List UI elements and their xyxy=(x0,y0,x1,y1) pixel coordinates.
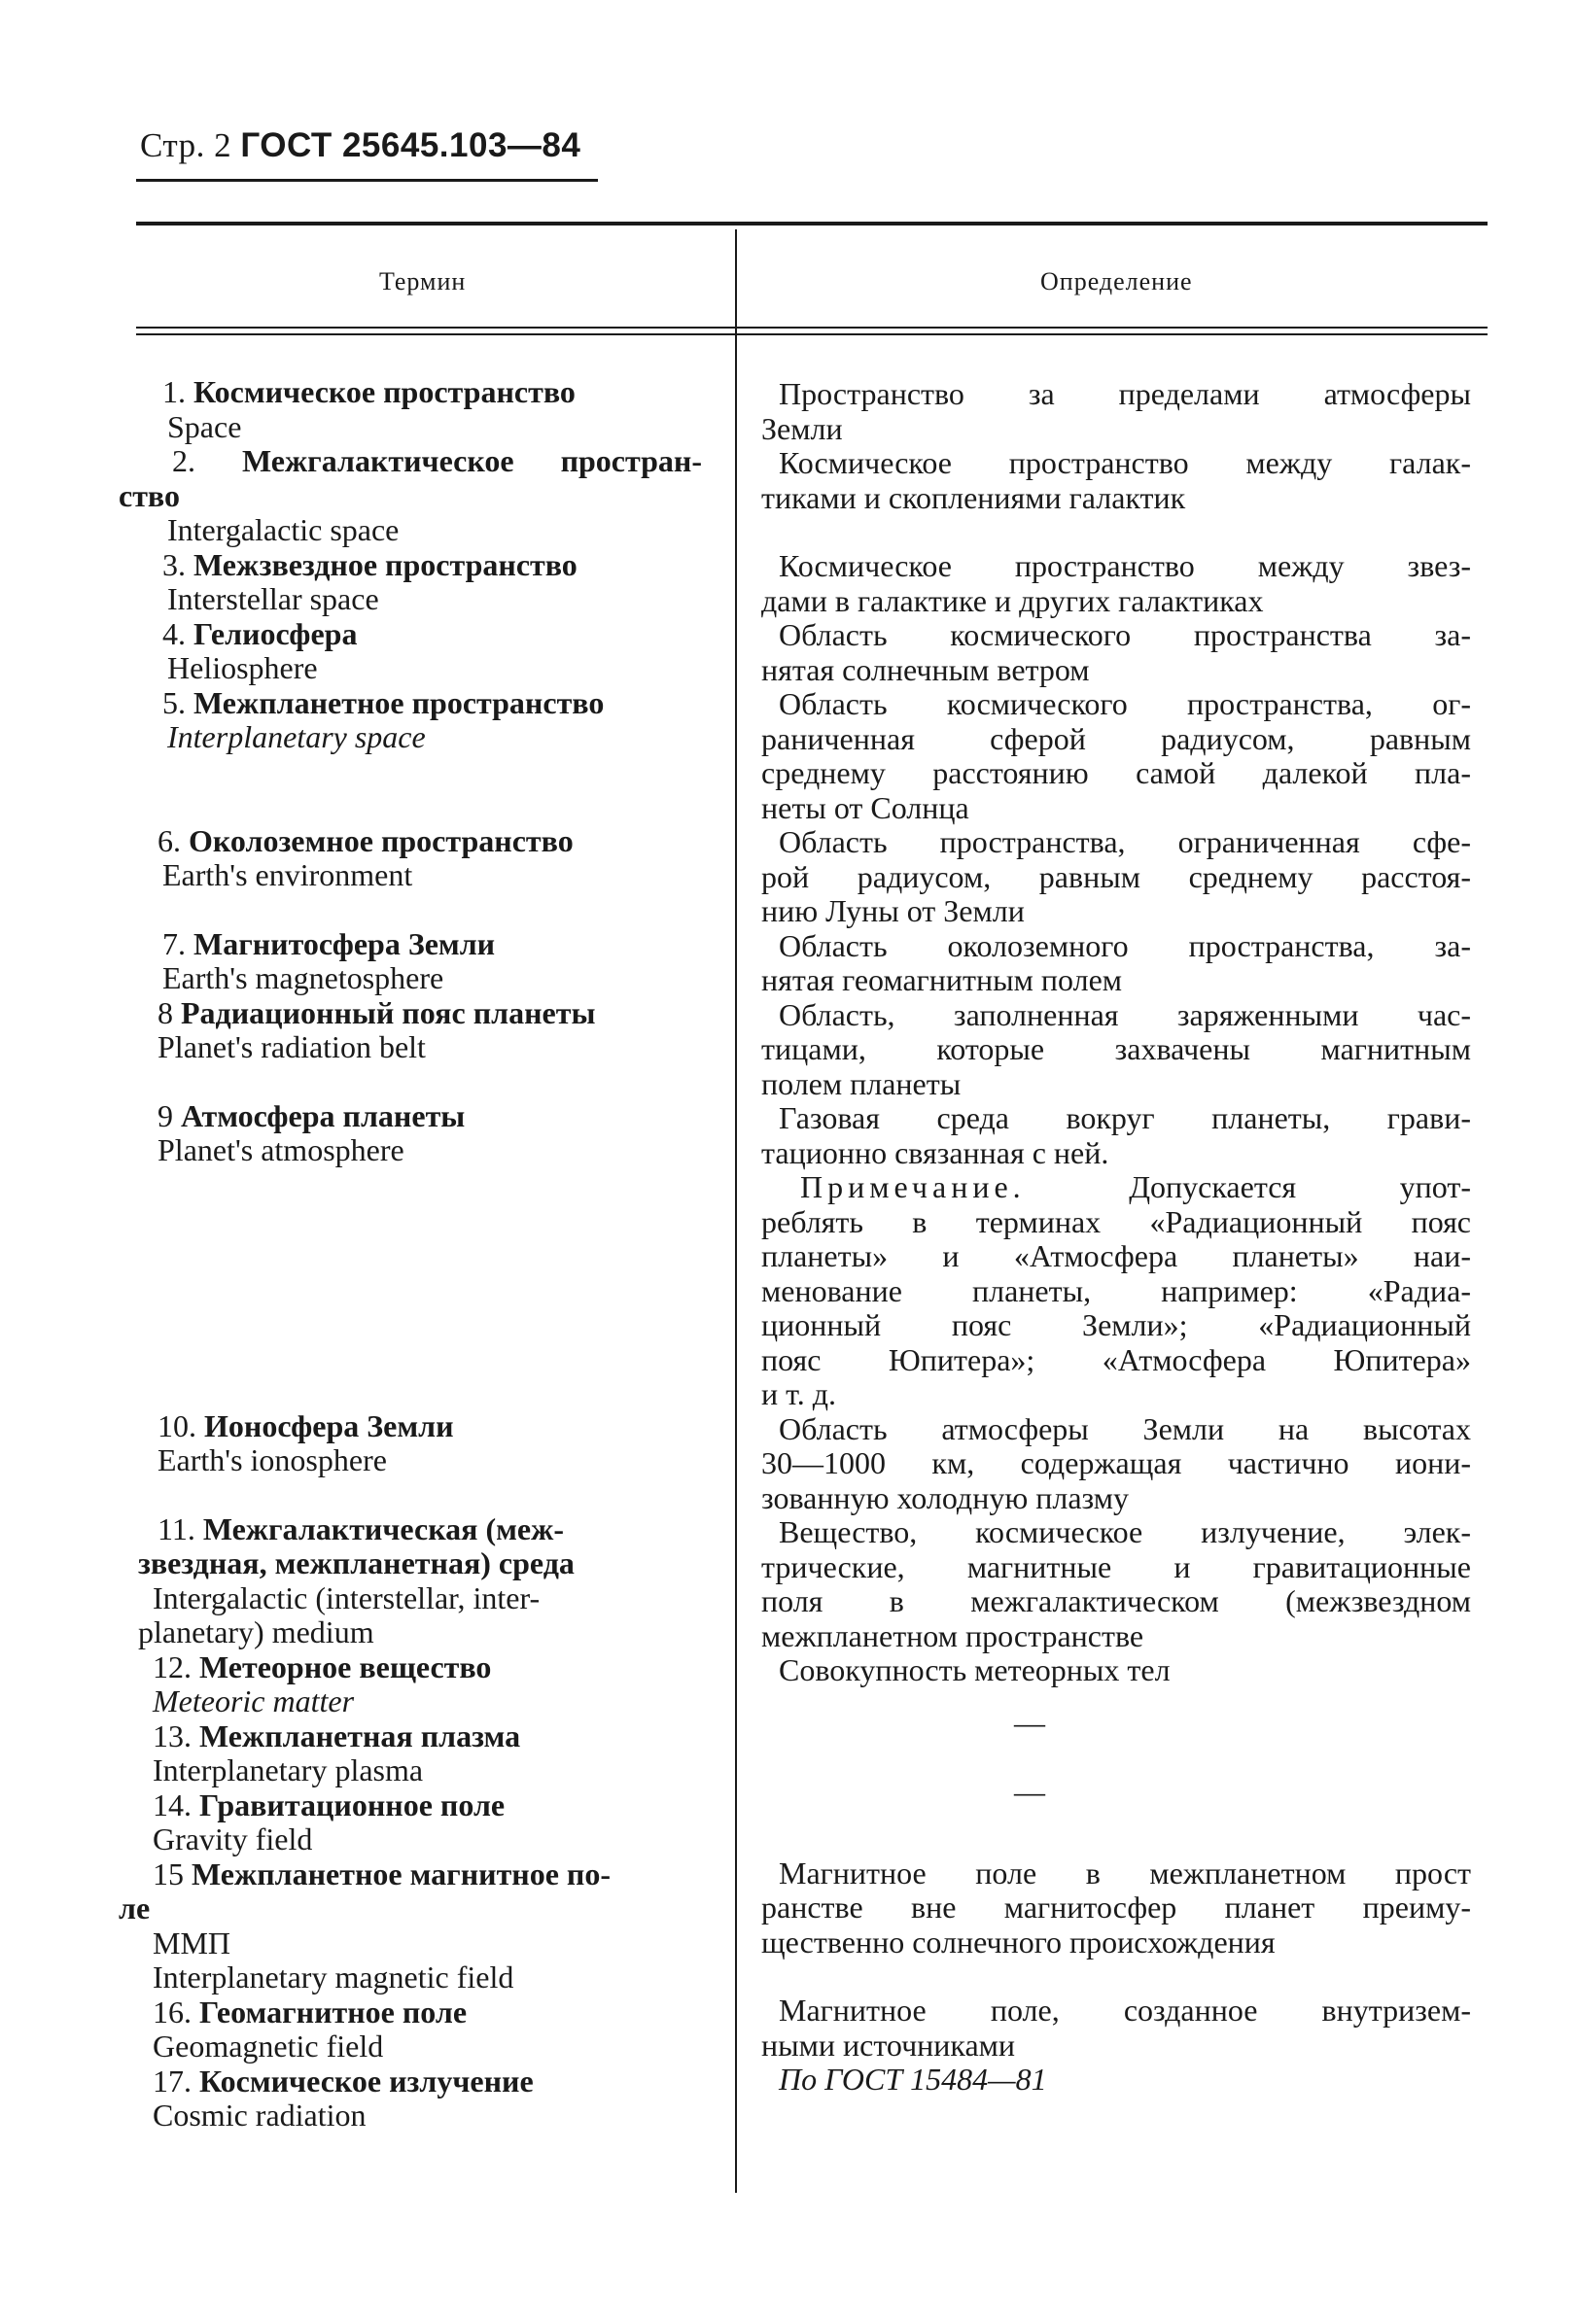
def-5-l2: раниченная сферой радиусом, равным xyxy=(761,720,1471,756)
term-7: 7. Магнитосфера Земли xyxy=(162,925,496,961)
term-14: 14. Гравитационное поле xyxy=(153,1786,506,1822)
def-1: Пространство за пределами атмосферы xyxy=(779,376,1471,411)
term-5-en: Interplanetary space xyxy=(167,719,426,754)
term-17: 17. Космическое излучение xyxy=(153,2063,534,2099)
table-head-rule-2 xyxy=(136,333,1488,335)
term-17-en: Cosmic radiation xyxy=(153,2098,367,2133)
column-header-term: Термин xyxy=(379,267,467,295)
term-4: 4. Гелиосфера xyxy=(162,615,358,651)
def-10-l3: зованную холодную плазму xyxy=(761,1479,1129,1515)
term-1-en: Space xyxy=(167,408,242,444)
term-12: 12. Метеорное вещество xyxy=(153,1648,492,1684)
def-15: Магнитное поле в межпланетном прост xyxy=(779,1855,1471,1890)
note-line-6: пояс Юпитера»; «Атмосфера Юпитера» xyxy=(761,1341,1471,1377)
term-15-en: Interplanetary magnetic field xyxy=(153,1960,514,1994)
term-12-en: Meteoric matter xyxy=(153,1683,355,1718)
column-divider xyxy=(735,229,737,2193)
term-11-en: Intergalactic (interstellar, inter- xyxy=(153,1579,541,1615)
def-15-l3: щественно солнечного происхождения xyxy=(761,1924,1276,1960)
term-6-en: Earth's environment xyxy=(162,857,413,892)
def-6: Область пространства, ограниченная сфе- xyxy=(779,824,1471,859)
term-1: 1. Космическое пространство xyxy=(162,374,576,409)
term-2-cont: ство xyxy=(119,477,180,513)
def-11-l3: поля в межгалактическом (межзвездном xyxy=(761,1583,1471,1618)
term-11: 11. Межгалактическая (меж- xyxy=(158,1510,564,1546)
standard-number: ГОСТ 25645.103—84 xyxy=(240,126,581,164)
def-6-l3: нию Луны от Земли xyxy=(761,893,1025,928)
page-number-label: Стр. 2 xyxy=(140,126,232,164)
def-2: Космическое пространство между галак- xyxy=(779,445,1471,480)
def-1-cont: Земли xyxy=(761,410,843,446)
def-9: Газовая среда вокруг планеты, грави- xyxy=(779,1100,1471,1135)
def-14-dash: — xyxy=(1014,1774,1045,1809)
header-underline xyxy=(136,179,598,182)
term-15-abbr: ММП xyxy=(153,1925,231,1960)
def-16: Магнитное поле, созданное внутризем- xyxy=(779,1993,1471,2028)
def-5-l3: среднему расстоянию самой далекой пла- xyxy=(761,755,1471,790)
def-13-dash: — xyxy=(1014,1704,1045,1740)
def-5-l4: неты от Солнца xyxy=(761,789,969,825)
note-line-7: и т. д. xyxy=(761,1376,836,1411)
note-line-2: реблять в терминах «Радиационный пояс xyxy=(761,1203,1471,1239)
def-3: Космическое пространство между звез- xyxy=(779,548,1471,583)
def-8-l3: полем планеты xyxy=(761,1065,962,1101)
term-2-en: Intergalactic space xyxy=(167,512,400,547)
def-10: Область атмосферы Земли на высотах xyxy=(779,1410,1471,1446)
term-9: 9 Атмосфера планеты xyxy=(158,1097,466,1133)
def-8: Область, заполненная заряженными час- xyxy=(779,996,1471,1032)
term-13-en: Interplanetary plasma xyxy=(153,1752,424,1787)
def-5: Область космического пространства, ог- xyxy=(779,686,1471,721)
term-16-en: Geomagnetic field xyxy=(153,2029,384,2064)
def-10-l2: 30—1000 км, содержащая частично иони- xyxy=(761,1445,1471,1480)
def-11-l2: трические, магнитные и гравитационные xyxy=(761,1548,1471,1584)
note-line-1: Примечание. Допускается упот- xyxy=(800,1169,1471,1204)
def-8-l2: тицами, которые захвачены магнитным xyxy=(761,1031,1471,1066)
def-7-cont: нятая геомагнитным полем xyxy=(761,962,1123,997)
term-16: 16. Геомагнитное поле xyxy=(153,1994,468,2029)
term-2: 2. Межгалактическое простран- xyxy=(172,443,703,478)
table-top-rule xyxy=(136,222,1488,225)
term-10: 10. Ионосфера Земли xyxy=(158,1407,454,1443)
term-15-cont: ле xyxy=(119,1890,151,1925)
note-line-5: ционный пояс Земли»; «Радиационный xyxy=(761,1307,1471,1342)
def-16-cont: ными источниками xyxy=(761,2027,1016,2063)
note-line-3: планеты» и «Атмосфера планеты» наи- xyxy=(761,1238,1471,1273)
def-4-cont: нятая солнечным ветром xyxy=(761,651,1090,687)
def-17: По ГОСТ 15484—81 xyxy=(779,2062,1047,2097)
term-14-en: Gravity field xyxy=(153,1821,313,1856)
term-11-cont: звездная, межпланетная) среда xyxy=(138,1545,575,1580)
term-8: 8 Радиационный пояс планеты xyxy=(158,994,596,1030)
term-13: 13. Межпланетная плазма xyxy=(153,1717,521,1753)
def-3-cont: дами в галактике и других галактиках xyxy=(761,582,1264,618)
term-10-en: Earth's ionosphere xyxy=(158,1442,387,1477)
term-3: 3. Межзвездное пространство xyxy=(162,546,578,582)
term-5: 5. Межпланетное пространство xyxy=(162,684,605,720)
def-15-l2: ранстве вне магнитосфер планет преиму- xyxy=(761,1890,1471,1925)
page-header xyxy=(140,126,580,165)
def-11: Вещество, космическое излучение, элек- xyxy=(779,1514,1471,1549)
term-8-en: Planet's radiation belt xyxy=(158,1029,426,1064)
note-label: Примечание. xyxy=(800,1169,1026,1204)
term-3-en: Interstellar space xyxy=(167,581,379,616)
def-12: Совокупность метеорных тел xyxy=(779,1652,1171,1687)
term-4-en: Heliosphere xyxy=(167,650,318,685)
def-6-l2: рой радиусом, равным среднему расстоя- xyxy=(761,858,1471,894)
table-head-rule-1 xyxy=(136,327,1488,329)
term-7-en: Earth's magnetosphere xyxy=(162,960,444,995)
column-header-definition: Определение xyxy=(1040,267,1193,295)
term-15: 15 Межпланетное магнитное по- xyxy=(153,1856,612,1891)
term-6: 6. Околоземное пространство xyxy=(158,822,574,858)
def-7: Область околоземного пространства, за- xyxy=(779,927,1471,963)
term-11-en-cont: planetary) medium xyxy=(138,1614,374,1649)
definition-column xyxy=(761,377,1471,2098)
def-9-cont: тационно связанная с ней. xyxy=(761,1134,1109,1170)
term-column xyxy=(119,375,702,2133)
note-line-4: менование планеты, например: «Радиа- xyxy=(761,1272,1471,1308)
term-9-en: Planet's atmosphere xyxy=(158,1132,404,1167)
def-4: Область космического пространства за- xyxy=(779,617,1471,652)
def-2-cont: тиками и скоплениями галактик xyxy=(761,479,1186,515)
def-11-l4: межпланетном пространстве xyxy=(761,1617,1144,1653)
